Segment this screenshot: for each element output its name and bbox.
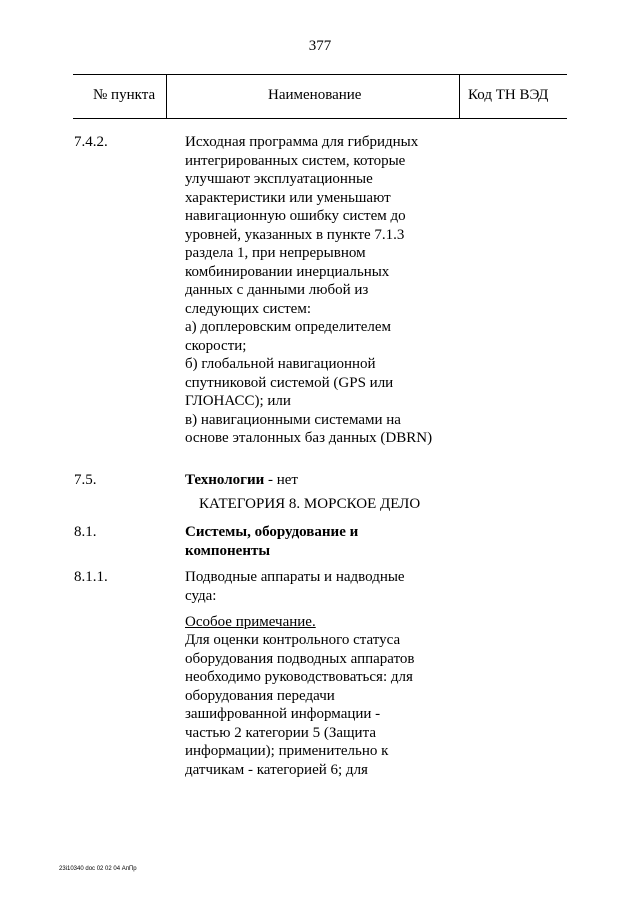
text-line: датчикам - категорией 6; для <box>185 761 368 778</box>
text-line: Исходная программа для гибридных <box>185 134 419 150</box>
special-note-title: Особое примечание. <box>185 614 316 630</box>
text-line: Для оценки контрольного статуса <box>185 632 401 648</box>
item-text-8-1 <box>185 523 470 560</box>
text-line: оборудования передачи <box>185 687 335 704</box>
text-line: скорости; <box>185 337 247 354</box>
text-line: зашифрованной информации - <box>185 706 381 722</box>
text-line: комбинировании инерциальных <box>185 263 390 280</box>
item-number-8-1: 8.1. <box>74 524 97 540</box>
text-line: интегрированных систем, которые <box>185 152 406 169</box>
page-number: 377 <box>308 38 332 54</box>
text-line: данных с данными любой из <box>185 282 369 298</box>
text-line: спутниковой системой (GPS или <box>185 374 394 391</box>
text-line: в) навигационными системами на <box>185 411 401 428</box>
item-text-7-5-rest: - нет <box>264 472 298 488</box>
text-line: ГЛОНАСС); или <box>185 393 291 409</box>
text-line: Системы, оборудование и <box>185 524 359 540</box>
text-line: навигационную ошибку систем до <box>185 208 406 224</box>
item-text-8-1-1 <box>185 568 470 605</box>
text-line: суда: <box>185 587 217 604</box>
text-line: характеристики или уменьшают <box>185 189 391 206</box>
header-code: Код ТН ВЭД <box>468 87 549 103</box>
column-divider <box>459 74 460 119</box>
text-line: раздела 1, при непрерывном <box>185 245 366 261</box>
special-note-text <box>185 631 470 779</box>
table-header-bottom-rule <box>73 118 567 119</box>
text-line: частью 2 категории 5 (Защита <box>185 724 376 741</box>
table-header-top-rule <box>73 74 567 75</box>
text-line: б) глобальной навигационной <box>185 356 376 372</box>
item-number-7-5: 7.5. <box>74 472 97 488</box>
text-line: улучшают эксплуатационные <box>185 171 373 187</box>
item-number-8-1-1: 8.1.1. <box>74 569 108 585</box>
text-line: оборудования подводных аппаратов <box>185 650 415 667</box>
text-line: компоненты <box>185 542 271 559</box>
text-line: а) доплеровским определителем <box>185 319 392 335</box>
column-divider <box>166 74 167 119</box>
text-line: основе эталонных баз данных (DBRN) <box>185 430 433 446</box>
text-line: необходимо руководствоваться: для <box>185 669 413 685</box>
category-title: КАТЕГОРИЯ 8. МОРСКОЕ ДЕЛО <box>199 496 421 512</box>
item-text-7-5 <box>185 471 470 490</box>
text-line: уровней, указанных в пункте 7.1.3 <box>185 226 405 243</box>
header-item-number: № пункта <box>93 87 156 103</box>
item-text-7-5-bold: Технологии <box>185 472 265 488</box>
item-text-7-4-2 <box>185 133 470 448</box>
header-name: Наименование <box>268 87 362 103</box>
text-line: информации); применительно к <box>185 743 389 759</box>
text-line: Подводные аппараты и надводные <box>185 569 405 585</box>
footer-doc-code: 23i10340 doc 02 02 04 АпПр <box>59 866 137 872</box>
text-line: следующих систем: <box>185 300 311 317</box>
item-number-7-4-2: 7.4.2. <box>74 134 108 150</box>
